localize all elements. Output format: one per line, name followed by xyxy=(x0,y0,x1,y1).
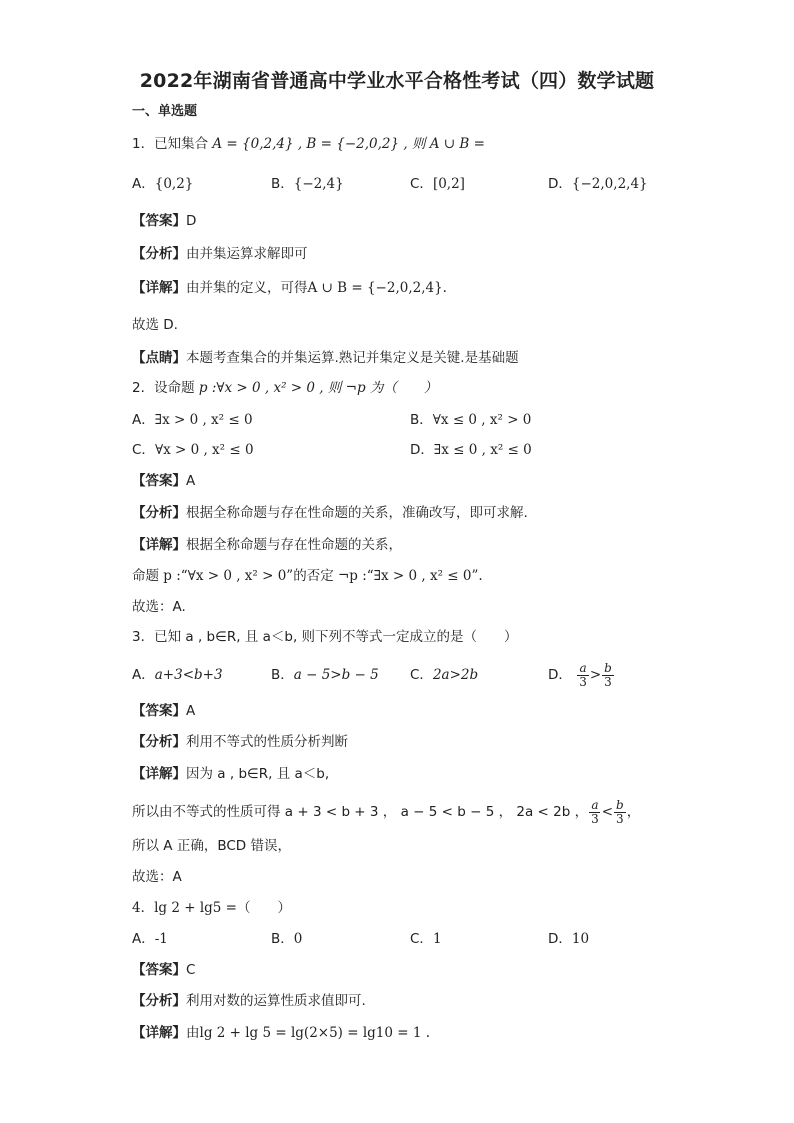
q1-answer: 【答案】D xyxy=(132,213,197,229)
q4-analysis: 【分析】利用对数的运算性质求值即可. xyxy=(132,993,366,1009)
q3-option-b: B．a − 5>b − 5 xyxy=(271,667,379,683)
q3-option-a: A．a+3<b+3 xyxy=(132,667,223,683)
q2-detail-2: 命题 p :“∀x > 0 , x² > 0”的否定 ¬p :“∃x > 0 , x² ≤ 0”. xyxy=(132,568,483,584)
q1-option-b: B．{−2,4} xyxy=(271,176,344,192)
q3-detail-2: 所以由不等式的性质可得 a + 3 < b + 3 ， a − 5 < b − 5 ， 2a < 2b ， $\frac{a}{3}$ < $\frac{b}{3}$ ， xyxy=(132,797,641,826)
q2-option-c: C．∀x > 0 , x² ≤ 0 xyxy=(132,442,254,458)
q2-option-b: B．∀x ≤ 0 , x² > 0 xyxy=(410,412,532,428)
q3-option-c: C．2a>2b xyxy=(410,667,479,683)
q2-answer: 【答案】A xyxy=(132,473,196,489)
q4-option-c: C．1 xyxy=(410,931,442,947)
q3-detail: 【详解】因为 a , b∈R, 且 a＜b, xyxy=(132,766,330,782)
fraction: $\frac{b}{3}$ xyxy=(604,660,612,689)
q4-answer: 【答案】C xyxy=(132,962,196,978)
q1-analysis: 【分析】由并集运算求解即可 xyxy=(132,246,308,262)
q1-detail: 【详解】由并集的定义，可得A ∪ B = {−2,0,2,4}. xyxy=(132,280,447,296)
q2-option-d: D．∃x ≤ 0 , x² ≤ 0 xyxy=(410,442,532,458)
q3-answer: 【答案】A xyxy=(132,703,196,719)
q3-option-d: D． $\frac{a}{3}$ > $\frac{b}{3}$ xyxy=(548,660,612,689)
fraction: $\frac{a}{3}$ xyxy=(579,660,587,689)
q3-conclusion: 故选：A xyxy=(132,869,182,885)
question-1-math: A = {0,2,4} , B = {−2,0,2} , 则 A ∪ B = xyxy=(212,136,485,152)
q1-comment: 【点睛】本题考查集合的并集运算.熟记并集定义是关键.是基础题 xyxy=(132,350,519,366)
page-title: 2022年湖南省普通高中学业水平合格性考试（四）数学试题 xyxy=(139,70,655,92)
q4-detail: 【详解】由lg 2 + lg 5 = lg(2×5) = lg10 = 1 . xyxy=(132,1025,431,1041)
fraction: $\frac{a}{3}$ xyxy=(591,797,599,826)
q3-analysis: 【分析】利用不等式的性质分析判断 xyxy=(132,734,348,750)
question-1-stem xyxy=(132,134,485,154)
q1-conclusion: 故选 D. xyxy=(132,317,178,333)
q2-analysis: 【分析】根据全称命题与存在性命题的关系，准确改写，即可求解. xyxy=(132,505,528,521)
fraction: $\frac{b}{3}$ xyxy=(616,797,624,826)
q4-option-b: B．0 xyxy=(271,931,303,947)
q3-detail-3: 所以 A 正确，BCD 错误， xyxy=(132,838,291,854)
q1-option-a: A．{0,2} xyxy=(132,176,194,192)
q4-option-a: A．-1 xyxy=(132,931,168,947)
question-2-stem: 2．设命题 p :∀x > 0 , x² > 0 , 则 ¬p 为（ ） xyxy=(132,380,438,396)
question-3-stem: 3．已知 a , b∈R, 且 a＜b, 则下列不等式一定成立的是（ ） xyxy=(132,629,518,645)
q2-option-a: A．∃x > 0 , x² ≤ 0 xyxy=(132,412,253,428)
q2-detail: 【详解】根据全称命题与存在性命题的关系， xyxy=(132,537,402,553)
q2-conclusion: 故选：A. xyxy=(132,599,186,615)
question-1-prefix: 1．已知集合 xyxy=(132,136,213,152)
question-4-stem: 4．lg 2 + lg5 =（ ） xyxy=(132,900,291,916)
q4-option-d: D．10 xyxy=(548,931,590,947)
q1-option-d: D．{−2,0,2,4} xyxy=(548,176,648,192)
q1-option-c: C．[0,2] xyxy=(410,176,465,192)
section-heading: 一、单选题 xyxy=(132,104,198,119)
